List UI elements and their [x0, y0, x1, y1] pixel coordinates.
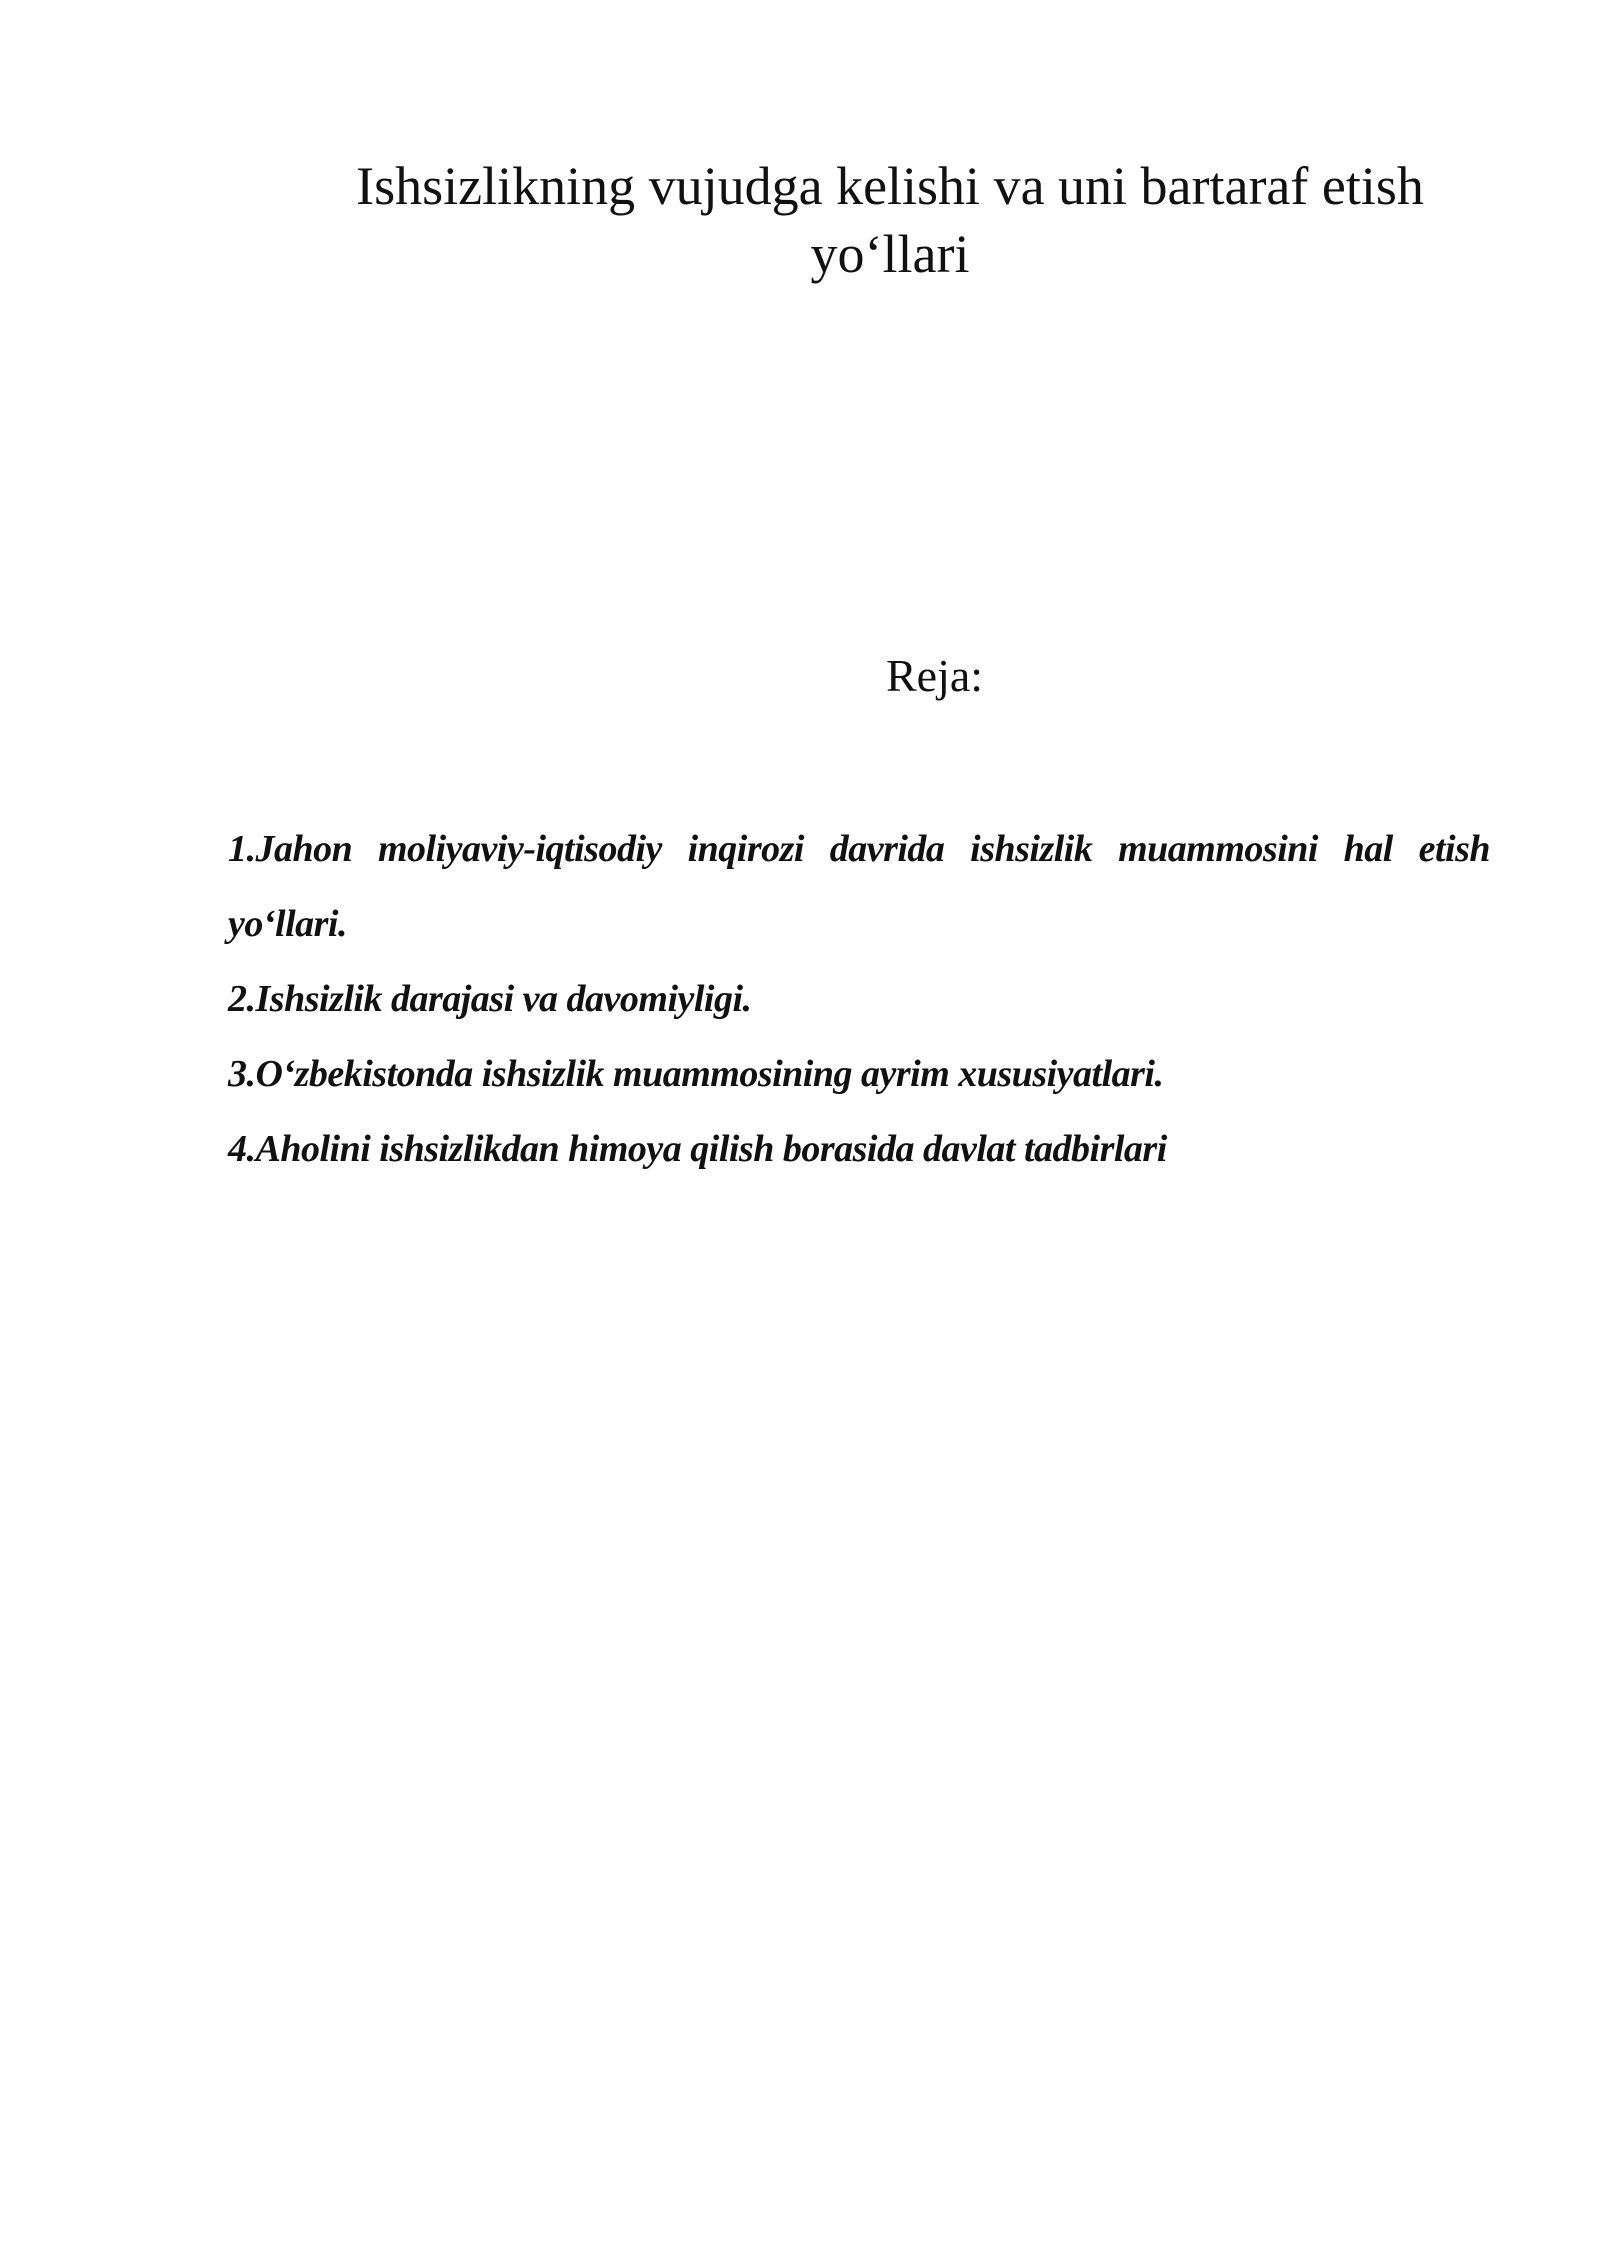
plan-item-4: 4.Aholini ishsizlikdan himoya qilish borasida davlat tadbirlari [228, 1128, 1167, 1170]
plan-heading: Reja: [886, 650, 984, 701]
document-title: Ishsizlikning vujudga kelishi va uni bartaraf etish yo‘llari [356, 156, 1424, 284]
plan-list [228, 812, 1490, 1187]
plan-item-3: 3.O‘zbekistonda ishsizlik muammosining ayrim xususiyatlari. [228, 1053, 1164, 1095]
plan-item-2: 2.Ishsizlik darajasi va davomiyligi. [228, 978, 752, 1020]
plan-item-1: 1.Jahon moliyaviy-iqtisodiy inqirozi davrida ishsizlik muammosini hal etish yo‘llari. [228, 828, 1490, 945]
